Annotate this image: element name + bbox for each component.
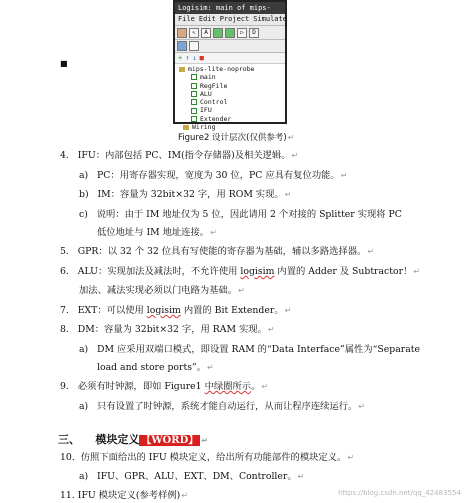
delete-icon: ■: [199, 54, 204, 62]
output-pin-icon: [225, 28, 235, 38]
list-item: 5. GPR：以 32 个 32 位具有写使能的寄存器为基础，辅以多路选择器。↵: [60, 246, 375, 257]
tree-project: mips-lite-noprobe: [179, 65, 285, 73]
circuit-icon: [191, 74, 197, 80]
move-up-icon: ↑: [185, 54, 190, 62]
figure-menubar: [175, 14, 285, 26]
list-item: a) DM 应采用双端口模式，即设置 RAM 的“Data Interface”属性为“Separate: [79, 344, 420, 355]
hand-tool-icon: [177, 28, 187, 38]
circuit-icon: [191, 116, 197, 122]
circuit-icon: [191, 99, 197, 105]
figure-project-tree: [175, 64, 285, 131]
list-item: 6. ALU：实现加法及减法时，不允许使用 logisim 内置的 Adder 及 Subtractor！↵: [60, 266, 421, 277]
list-item: 7. EXT：可以使用 logisim 内置的 Bit Extender。↵: [60, 305, 292, 316]
tree-item: Extender: [179, 115, 285, 123]
figure-menu-edit: Edit: [198, 15, 216, 23]
list-item: 9. 必须有时钟源，即如 Figure1 中绿圈所示。↵: [60, 381, 269, 392]
figure-explorer-toolbar: [175, 53, 285, 64]
list-item: b) IM：容量为 32bit×32 字，用 ROM 实现。↵: [79, 189, 292, 200]
list-item: c) 说明：由于 IM 地址仅为 5 位，因此请用 2 个对接的 Splitter 实现将 PC: [79, 209, 402, 220]
paragraph-mark: ↵: [287, 133, 295, 142]
figure-menu-simulate: Simulate: [253, 15, 287, 23]
circuit-icon: [191, 108, 197, 114]
tree-item: ALU: [179, 90, 285, 98]
figure-menu-project: Project: [219, 15, 250, 23]
figure-window-title: Logisim: main of mips-: [175, 2, 285, 14]
list-bullet: ■: [60, 58, 68, 68]
list-item: a) 只有设置了时钟源，系统才能自动运行，从而让程序连续运行。↵: [79, 401, 366, 412]
watermark: https://blog.csdn.net/qq_42483554: [338, 489, 461, 497]
not-gate-icon: ▷: [237, 28, 247, 38]
tree-item: Control: [179, 98, 285, 106]
figure-toolbar: [175, 26, 285, 40]
figure-screenshot: [173, 0, 287, 132]
list-item-continuation: load and store ports”。↵: [97, 362, 214, 373]
figure-caption: Figure2 设计层次(仅供参考)↵: [178, 133, 295, 143]
list-item: 4. IFU：内部包括 PC、IM(指令存储器)及相关逻辑。↵: [60, 150, 299, 161]
add-circuit-icon: +: [178, 54, 183, 62]
tree-item: IFU: [179, 106, 285, 114]
text-tool-icon: A: [201, 28, 211, 38]
tree-item: main: [179, 73, 285, 81]
list-item: 11. IFU 模块定义(参考样例)↵: [60, 490, 189, 501]
arrow-tool-icon: ↖: [189, 28, 199, 38]
input-pin-icon: [213, 28, 223, 38]
tree-item: RegFile: [179, 82, 285, 90]
list-item: 8. DM：容量为 32bit×32 字，用 RAM 实现。↵: [60, 324, 275, 335]
list-item-continuation: 加法、减法实现必须以门电路为基础。↵: [79, 285, 245, 296]
list-item: a) IFU、GPR、ALU、EXT、DM、Controller。↵: [79, 471, 305, 482]
section-heading: 三、 模块定义 【WORD】 ↵: [58, 433, 208, 446]
figure-menu-file: File: [178, 15, 195, 23]
folder-icon: [183, 125, 189, 130]
list-item: a) PC：用寄存器实现，宽度为 30 位，PC 应具有复位功能。↵: [79, 170, 348, 181]
section-number: 三、: [58, 433, 80, 446]
move-down-icon: ↓: [192, 54, 197, 62]
and-gate-icon: D: [249, 28, 259, 38]
list-item: 10. 仿照下面给出的 IFU 模块定义，给出所有功能部件的模块定义。↵: [60, 452, 355, 463]
circuit-icon: [191, 91, 197, 97]
layout-icon: [177, 41, 187, 51]
section-title: 模块定义: [95, 433, 140, 446]
tree-library: Wiring: [179, 123, 285, 131]
word-tag: 【WORD】: [141, 435, 199, 446]
circuit-icon: [191, 83, 197, 89]
list-item-continuation: 低位地址与 IM 地址连接。↵: [97, 227, 217, 238]
figure-toolbar-2: [175, 40, 285, 53]
folder-icon: [179, 67, 185, 72]
appearance-icon: [189, 41, 199, 51]
